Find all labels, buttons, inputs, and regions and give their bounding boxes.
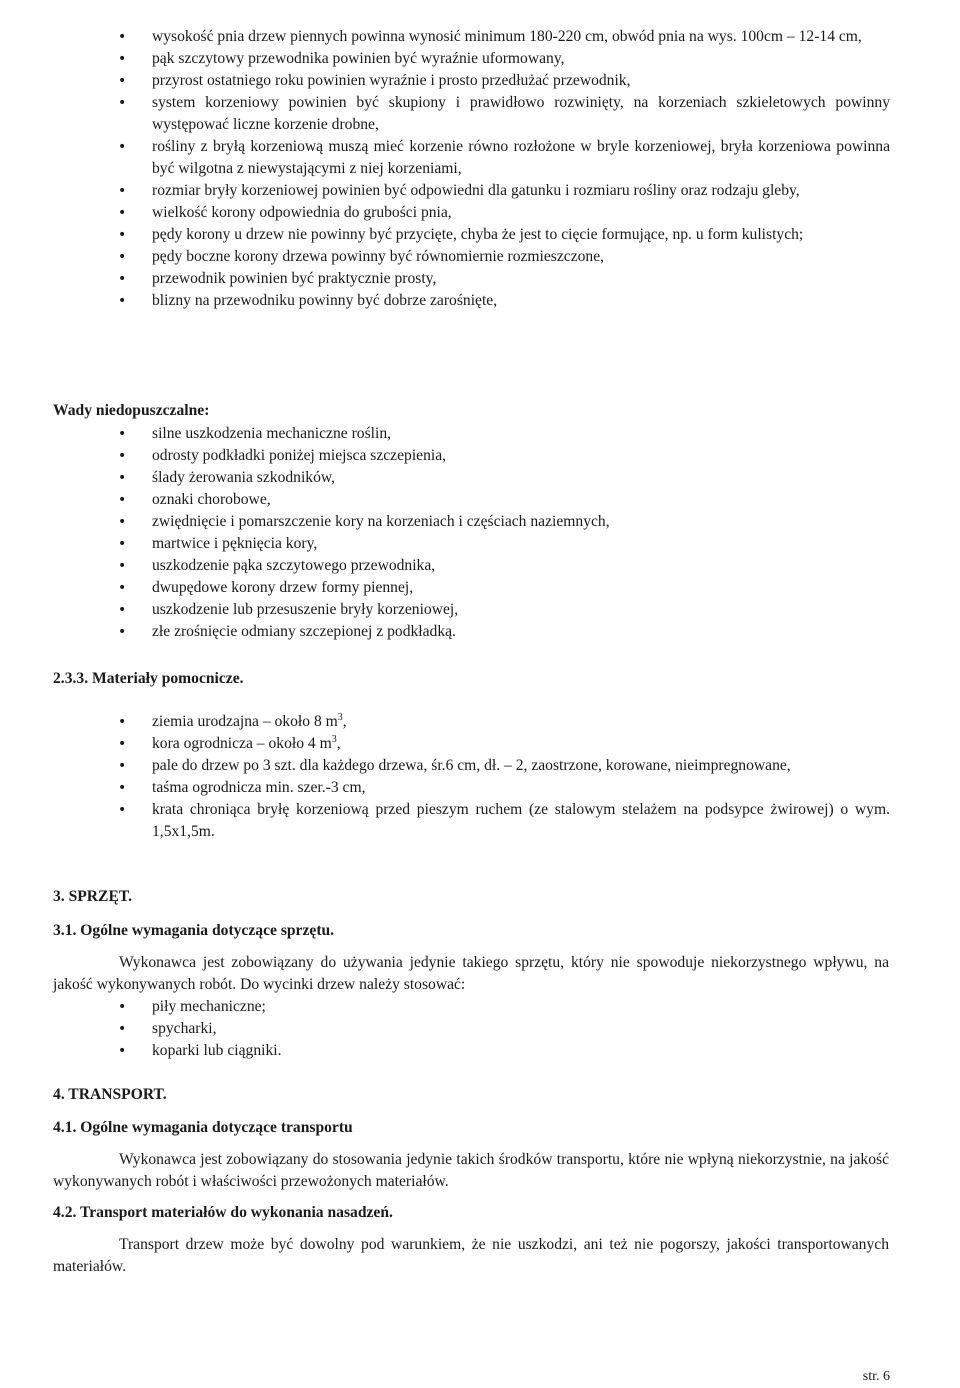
- transport-paragraph-2: Transport drzew może być dowolny pod warunkiem, że nie uszkodzi, ani też nie pogorszy, jakości transportowanych materiałów.: [53, 1236, 889, 1275]
- list-item: • rośliny z bryłą korzeniową muszą mieć korzenie równo rozłożone w bryle korzeniowej, bryła korzeniowa powinna być wilgotna z niewystającymi z niej korzeniami,: [152, 136, 890, 180]
- item-end: ,: [342, 713, 347, 730]
- list-item: [152, 733, 890, 755]
- transport-paragraph-1: Wykonawca jest zobowiązany do stosowania jedynie takich środków transportu, które nie wpłyną niekorzystnie, na jakość wykonywanych robót i właściwości przewożonych materiałów.: [53, 1151, 889, 1190]
- item-text: kora ogrodnicza – około 4 m: [152, 735, 332, 752]
- materials-heading: 2.3.3. Materiały pomocnicze.: [53, 670, 244, 687]
- item-end: ,: [336, 735, 341, 752]
- defects-list: [152, 423, 890, 643]
- list-item: • złe zrośnięcie odmiany szczepionej z podkładką.: [152, 621, 890, 643]
- list-item: • system korzeniowy powinien być skupiony i prawidłowo rozwinięty, na korzeniach szkieletowych powinny występować liczne korzenie drobne,: [152, 92, 890, 136]
- materials-list: [152, 711, 890, 843]
- list-item: • odrosty podkładki poniżej miejsca szczepienia,: [152, 445, 890, 467]
- list-item: • taśma ogrodnicza min. szer.-3 cm,: [152, 777, 890, 799]
- transport-heading: 4. TRANSPORT.: [53, 1086, 167, 1103]
- equipment-heading: 3. SPRZĘT.: [53, 888, 132, 905]
- list-item: • silne uszkodzenia mechaniczne roślin,: [152, 423, 890, 445]
- transport-subheading-2: 4.2. Transport materiałów do wykonania nasadzeń.: [53, 1204, 393, 1221]
- list-item: • przyrost ostatniego roku powinien wyraźnie i prosto przedłużać przewodnik,: [152, 70, 890, 92]
- list-item: • ślady żerowania szkodników,: [152, 467, 890, 489]
- list-item: • rozmiar bryły korzeniowej powinien być odpowiedni dla gatunku i rozmiaru rośliny oraz rodzaju gleby,: [152, 180, 890, 202]
- superscript: 3: [337, 711, 343, 723]
- list-item: • wielkość korony odpowiednia do grubości pnia,: [152, 202, 890, 224]
- list-item: • uszkodzenie pąka szczytowego przewodnika,: [152, 555, 890, 577]
- list-item: • pędy boczne korony drzewa powinny być równomiernie rozmieszczone,: [152, 246, 890, 268]
- list-item: • dwupędowe korony drzew formy piennej,: [152, 577, 890, 599]
- list-item: • pąk szczytowy przewodnika powinien być wyraźnie uformowany,: [152, 48, 890, 70]
- item-text: ziemia urodzajna – około 8 m: [152, 713, 338, 730]
- list-item: • przewodnik powinien być praktycznie prosty,: [152, 268, 890, 290]
- superscript: 3: [331, 733, 337, 745]
- list-item: • zwiędnięcie i pomarszczenie kory na korzeniach i częściach naziemnych,: [152, 511, 890, 533]
- equipment-list: [152, 996, 890, 1062]
- equipment-paragraph: Wykonawca jest zobowiązany do używania jedynie takiego sprzętu, który nie spowoduje niekorzystnego wpływu, na jakość wykonywanych robót. Do wycinki drzew należy stosować:: [53, 954, 889, 993]
- list-item: • pale do drzew po 3 szt. dla każdego drzewa, śr.6 cm, dł. – 2, zaostrzone, korowane, nieimpregnowane,: [152, 755, 890, 777]
- list-item: • krata chroniąca bryłę korzeniową przed pieszym ruchem (ze stalowym stelażem na podsypce żwirowej) o wym. 1,5x1,5m.: [152, 799, 890, 843]
- equipment-subheading: 3.1. Ogólne wymagania dotyczące sprzętu.: [53, 922, 335, 939]
- list-item: • martwice i pęknięcia kory,: [152, 533, 890, 555]
- list-item: • piły mechaniczne;: [152, 996, 890, 1018]
- list-item: • wysokość pnia drzew piennych powinna wynosić minimum 180-220 cm, obwód pnia na wys. 100cm – 12-14 cm,: [152, 26, 890, 48]
- requirements-list: [152, 26, 890, 312]
- defects-heading: Wady niedopuszczalne:: [53, 402, 210, 419]
- list-item: • oznaki chorobowe,: [152, 489, 890, 511]
- list-item: [152, 711, 890, 733]
- page-number: str. 6: [862, 1369, 890, 1384]
- transport-subheading-1: 4.1. Ogólne wymagania dotyczące transportu: [53, 1119, 353, 1136]
- list-item: • spycharki,: [152, 1018, 890, 1040]
- list-item: • uszkodzenie lub przesuszenie bryły korzeniowej,: [152, 599, 890, 621]
- list-item: • pędy korony u drzew nie powinny być przycięte, chyba że jest to cięcie formujące, np. u form kulistych;: [152, 224, 890, 246]
- list-item: • blizny na przewodniku powinny być dobrze zarośnięte,: [152, 290, 890, 312]
- list-item: • koparki lub ciągniki.: [152, 1040, 890, 1062]
